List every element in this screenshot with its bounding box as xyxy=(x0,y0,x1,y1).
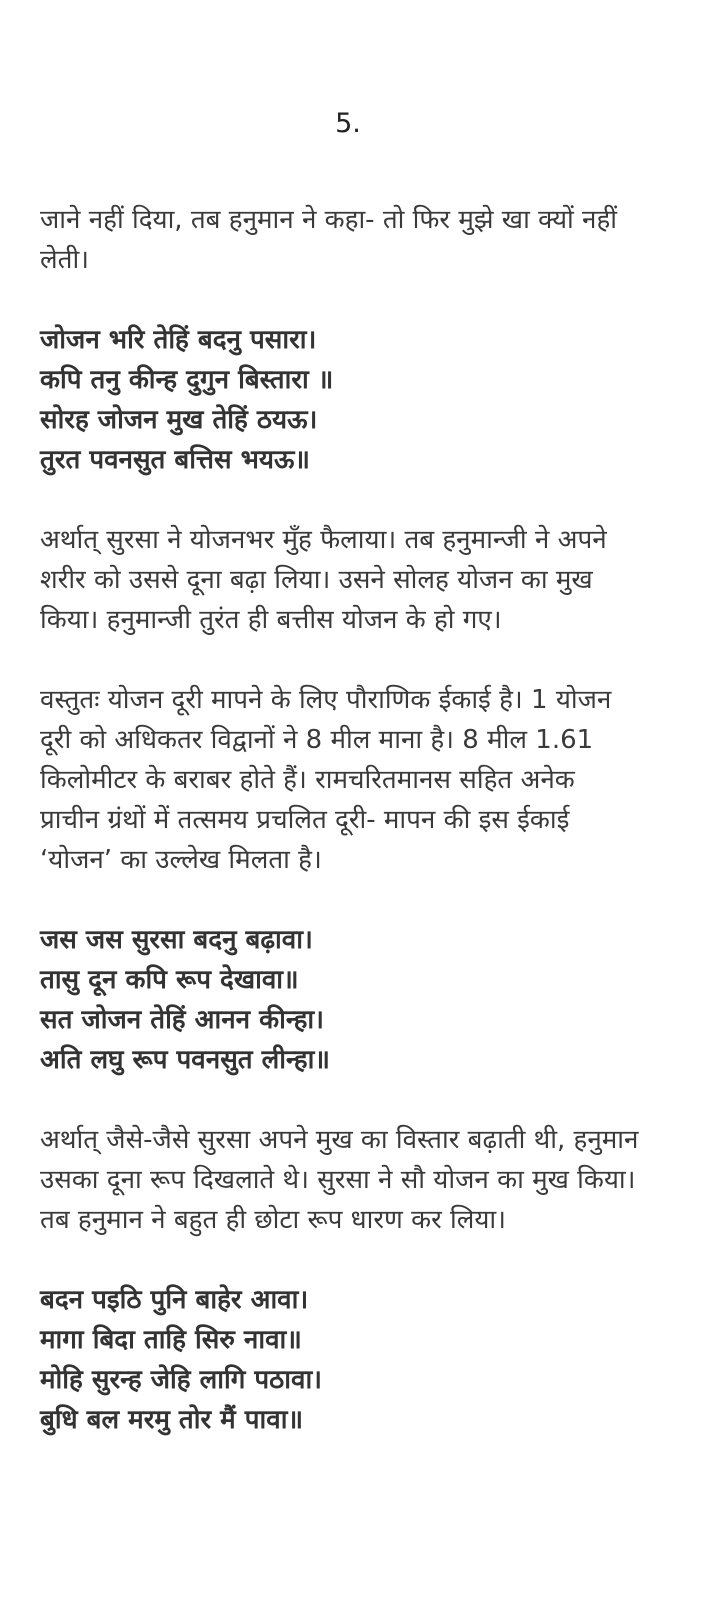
text-line: वस्तुतः योजन दूरी मापने के लिए पौराणिक ईकाई है। 1 योजन xyxy=(40,685,612,715)
page-number: 5. xyxy=(335,108,361,139)
text-line: किलोमीटर के बराबर होते हैं। रामचरितमानस सहित अनेक xyxy=(40,765,575,795)
verse-stanza xyxy=(40,320,690,480)
verse-line: बदन पइठि पुनि बाहेर आवा। xyxy=(40,1285,309,1315)
verse-line: कपि तनु कीन्ह दुगुन बिस्तारा ॥ xyxy=(40,365,334,395)
text-line: किया। हनुमान्जी तुरंत ही बत्तीस योजन के हो गए। xyxy=(40,605,502,635)
verse-stanza xyxy=(40,920,690,1080)
text-line: अर्थात् सुरसा ने योजनभर मुँह फैलाया। तब हनुमान्जी ने अपने xyxy=(40,525,607,555)
prose-paragraph xyxy=(40,520,690,640)
text-line: शरीर को उससे दूना बढ़ा लिया। उसने सोलह योजन का मुख xyxy=(40,565,593,595)
text-line: उसका दूना रूप दिखलाते थे। सुरसा ने सौ योजन का मुख किया। xyxy=(40,1165,636,1195)
page-content xyxy=(40,200,690,1480)
text-line: प्राचीन ग्रंथों में तत्समय प्रचलित दूरी- मापन की इस ईकाई xyxy=(40,805,570,835)
verse-line: अति लघु रूप पवनसुत लीन्हा॥ xyxy=(40,1045,330,1075)
verse-line: जस जस सुरसा बदनु बढ़ावा। xyxy=(40,925,313,955)
prose-paragraph xyxy=(40,680,690,880)
prose-paragraph xyxy=(40,1120,690,1240)
verse-line: मोहि सुरन्ह जेहि लागि पठावा। xyxy=(40,1365,323,1395)
text-line: तब हनुमान ने बहुत ही छोटा रूप धारण कर लिया। xyxy=(40,1205,506,1235)
verse-line: मागा बिदा ताहि सिरु नावा॥ xyxy=(40,1325,302,1355)
text-line: जाने नहीं दिया, तब हनुमान ने कहा- तो फिर मुझे खा क्यों नहीं xyxy=(40,205,618,235)
prose-paragraph xyxy=(40,200,690,280)
verse-line: जोजन भरि तेहिं बदनु पसारा। xyxy=(40,325,317,355)
verse-line: तुरत पवनसुत बत्तिस भयऊ॥ xyxy=(40,445,310,475)
verse-line: तासु दून कपि रूप देखावा॥ xyxy=(40,965,299,995)
verse-line: सत जोजन तेहिं आनन कीन्हा। xyxy=(40,1005,325,1035)
text-line: दूरी को अधिकतर विद्वानों ने 8 मील माना है। 8 मील 1.61 xyxy=(40,725,594,755)
verse-stanza xyxy=(40,1280,690,1440)
verse-line: बुधि बल मरमु तोर मैं पावा॥ xyxy=(40,1405,304,1435)
text-line: अर्थात् जैसे-जैसे सुरसा अपने मुख का विस्तार बढ़ाती थी, हनुमान xyxy=(40,1125,639,1155)
verse-line: सोरह जोजन मुख तेहिं ठयऊ। xyxy=(40,405,318,435)
text-line: ‘योजन’ का उल्लेख मिलता है। xyxy=(40,845,322,875)
text-line: लेती। xyxy=(40,245,90,275)
